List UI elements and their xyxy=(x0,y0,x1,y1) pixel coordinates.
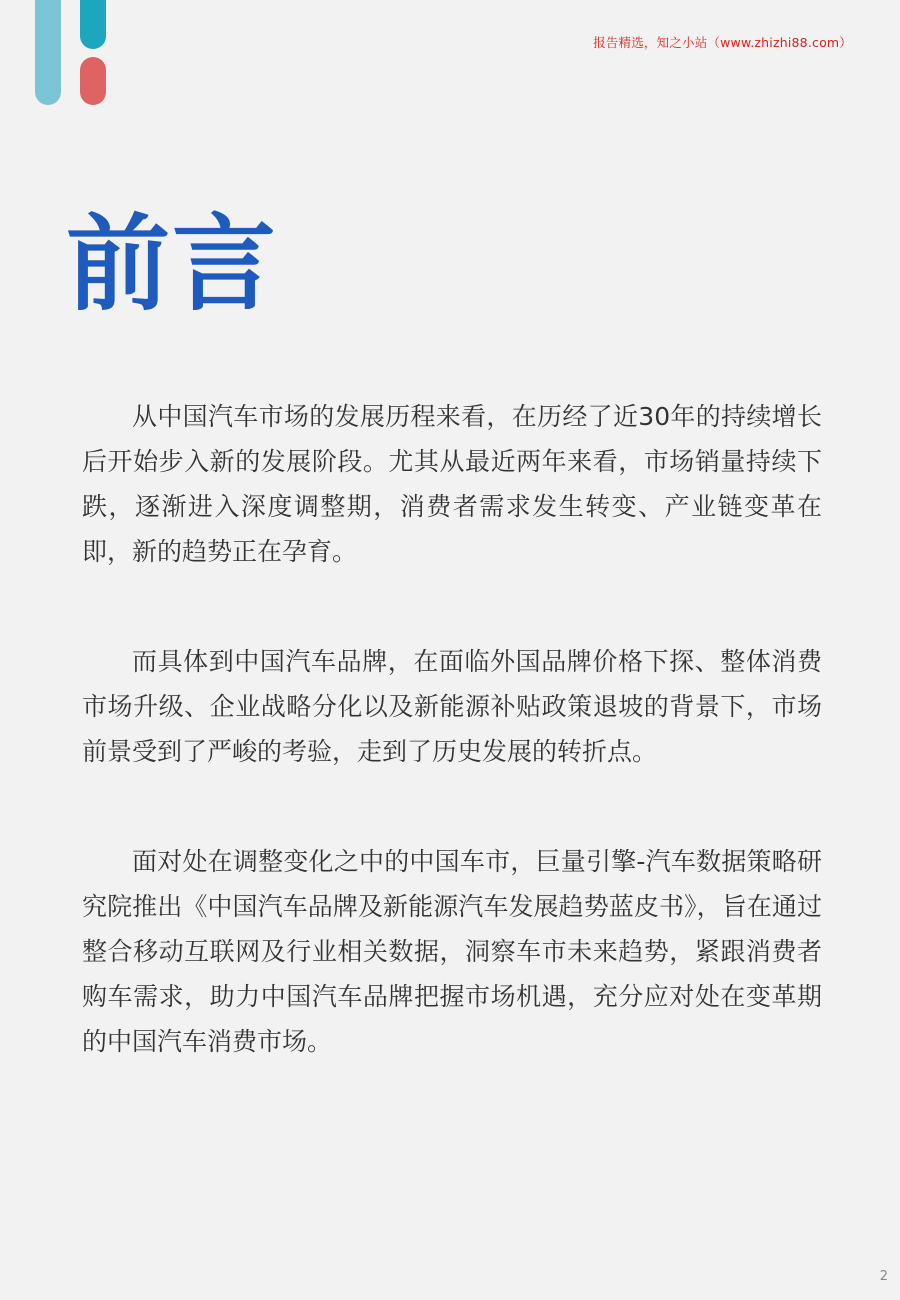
paragraph-2: 而具体到中国汽车品牌，在面临外国品牌价格下探、整体消费市场升级、企业战略分化以及新能源补贴政策退坡的背景下，市场前景受到了严峻的考验，走到了历史发展的转折点。 xyxy=(82,647,822,766)
decor-bar-light-teal xyxy=(35,0,61,105)
paragraph-3: 面对处在调整变化之中的中国车市，巨量引擎-汽车数据策略研究院推出《中国汽车品牌及新能源汽车发展趋势蓝皮书》，旨在通过整合移动互联网及行业相关数据，洞察车市未来趋势，紧跟消费者购车需求，助力中国汽车品牌把握市场机遇，充分应对处在变革期的中国汽车消费市场。 xyxy=(82,847,822,1056)
decor-bar-red xyxy=(80,57,106,105)
decor-bar-teal xyxy=(80,0,106,49)
page-title: 前言 xyxy=(66,203,279,325)
paragraph-1: 从中国汽车市场的发展历程来看，在历经了近30年的持续增长后开始步入新的发展阶段。尤其从最近两年来看，市场销量持续下跌，逐渐进入深度调整期，消费者需求发生转变、产业链变革在即，新的趋势正在孕育。 xyxy=(82,402,822,566)
header-watermark: 报告精选，知之小站（www.zhizhi88.com） xyxy=(593,35,852,50)
page-number: 2 xyxy=(879,1269,888,1284)
